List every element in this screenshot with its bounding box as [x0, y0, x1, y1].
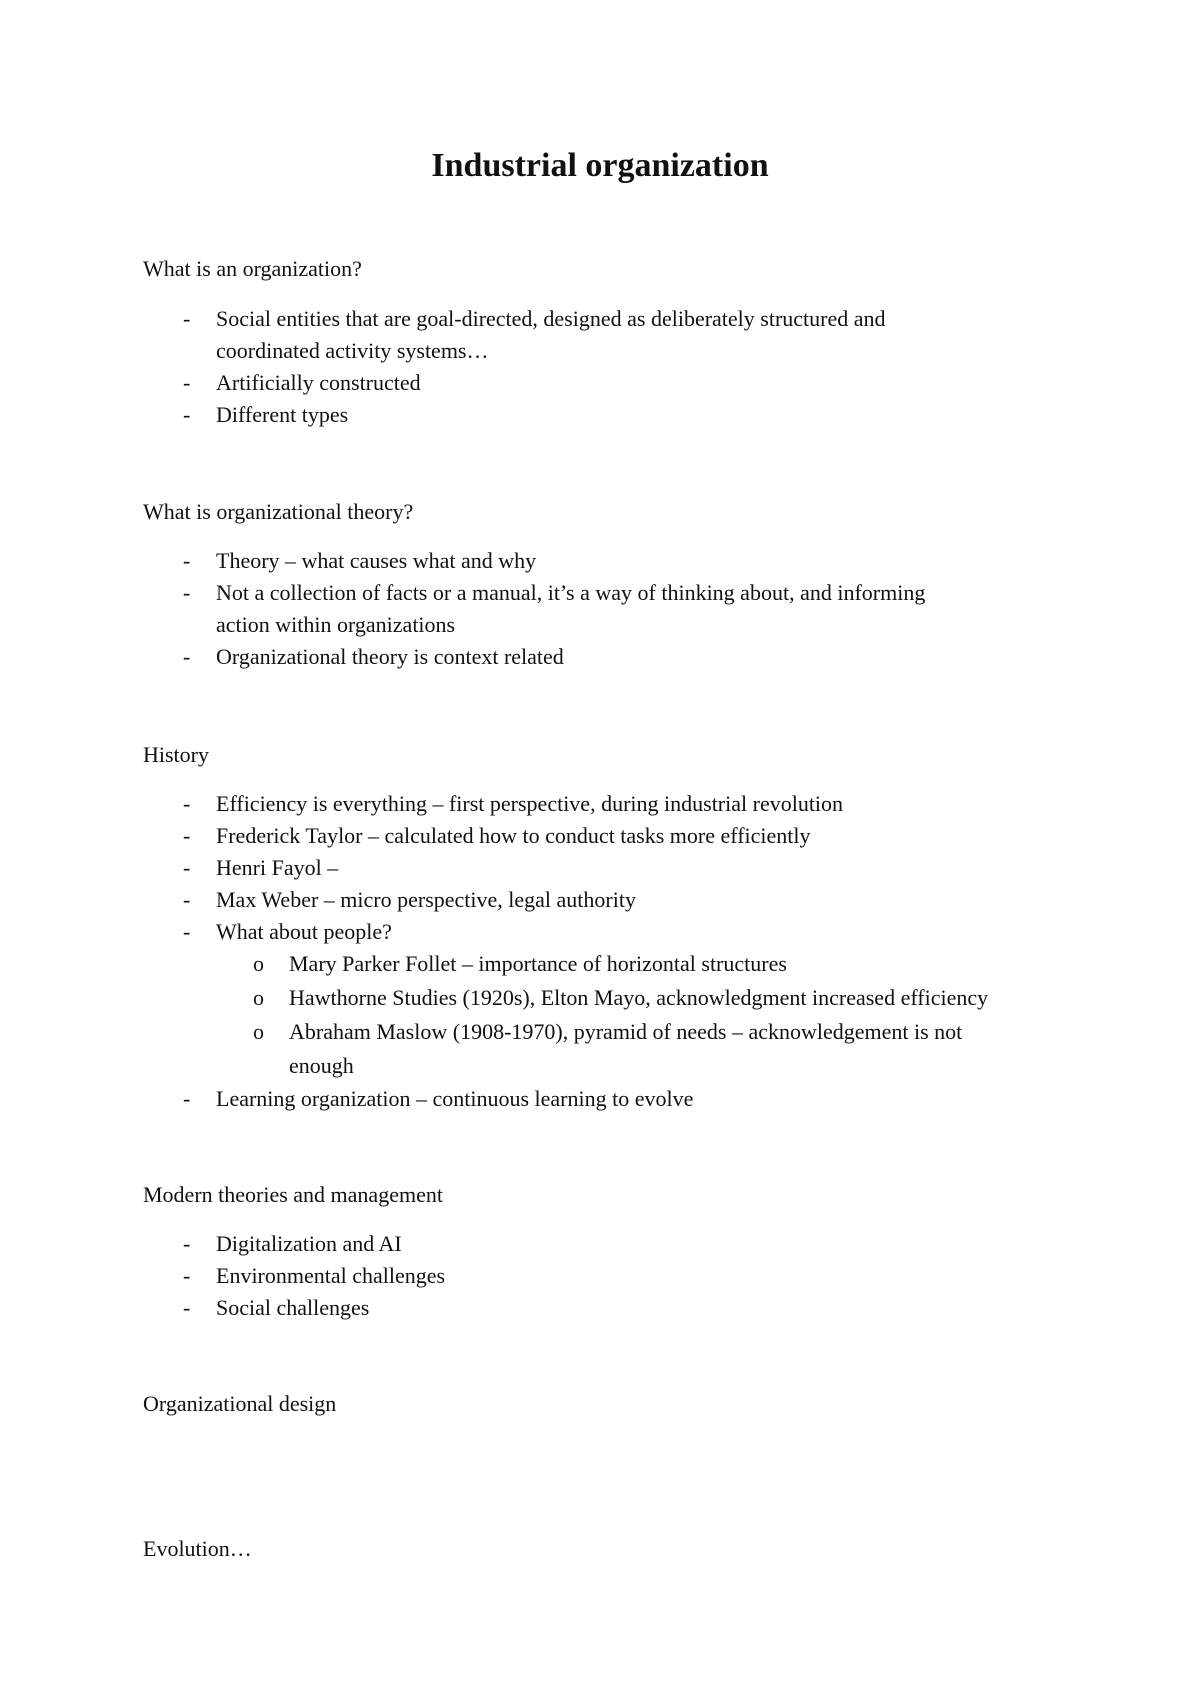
dash-bullet: - — [183, 1263, 191, 1288]
list-item-text: Frederick Taylor – calculated how to conduct tasks more efficiently — [216, 823, 811, 848]
sub-list-item-text: Abraham Maslow (1908-1970), pyramid of needs – acknowledgement is not — [289, 1019, 963, 1044]
list-item-text: action within organizations — [216, 612, 456, 637]
dash-bullet: - — [183, 823, 191, 848]
circle-bullet: o — [253, 985, 264, 1010]
list-item-text: What about people? — [216, 919, 392, 944]
list-item-text: Digitalization and AI — [216, 1231, 402, 1256]
list-item-text: Different types — [216, 402, 349, 427]
dash-bullet: - — [183, 548, 191, 573]
dash-bullet: - — [183, 1231, 191, 1256]
list-item-text: coordinated activity systems… — [216, 338, 489, 363]
list-item-text: Learning organization – continuous learning to evolve — [216, 1086, 694, 1111]
list-item-text: Environmental challenges — [216, 1263, 446, 1288]
list-item-text: Max Weber – micro perspective, legal authority — [216, 887, 636, 912]
dash-bullet: - — [183, 370, 191, 395]
dash-bullet: - — [183, 791, 191, 816]
sub-list-item-text: Mary Parker Follet – importance of horizontal structures — [289, 951, 787, 976]
page-title: Industrial organization — [431, 147, 769, 184]
list-item-text: Artificially constructed — [216, 370, 421, 395]
section-heading-modern: Modern theories and management — [143, 1182, 443, 1207]
dash-bullet: - — [183, 644, 191, 669]
sub-list-item-text: Hawthorne Studies (1920s), Elton Mayo, acknowledgment increased efficiency — [289, 985, 989, 1010]
sub-list-item-text: enough — [289, 1053, 354, 1078]
section-heading-evolution: Evolution… — [143, 1536, 252, 1561]
section-heading-design: Organizational design — [143, 1391, 337, 1416]
dash-bullet: - — [183, 306, 191, 331]
list-item-text: Organizational theory is context related — [216, 644, 564, 669]
list-item-text: Theory – what causes what and why — [216, 548, 537, 573]
dash-bullet: - — [183, 580, 191, 605]
section-heading-organization: What is an organization? — [143, 256, 362, 281]
list-item-text: Social entities that are goal-directed, designed as deliberately structured and — [216, 306, 886, 331]
section-heading-history: History — [143, 742, 209, 767]
dash-bullet: - — [183, 919, 191, 944]
section-heading-theory: What is organizational theory? — [143, 499, 414, 524]
circle-bullet: o — [253, 951, 264, 976]
list-item-text: Not a collection of facts or a manual, it’s a way of thinking about, and informing — [216, 580, 926, 605]
list-item-text: Efficiency is everything – first perspective, during industrial revolution — [216, 791, 844, 816]
dash-bullet: - — [183, 887, 191, 912]
list-item-text: Social challenges — [216, 1295, 370, 1320]
dash-bullet: - — [183, 1295, 191, 1320]
dash-bullet: - — [183, 402, 191, 427]
dash-bullet: - — [183, 855, 191, 880]
dash-bullet: - — [183, 1086, 191, 1111]
circle-bullet: o — [253, 1019, 264, 1044]
list-item-text: Henri Fayol – — [216, 855, 339, 880]
